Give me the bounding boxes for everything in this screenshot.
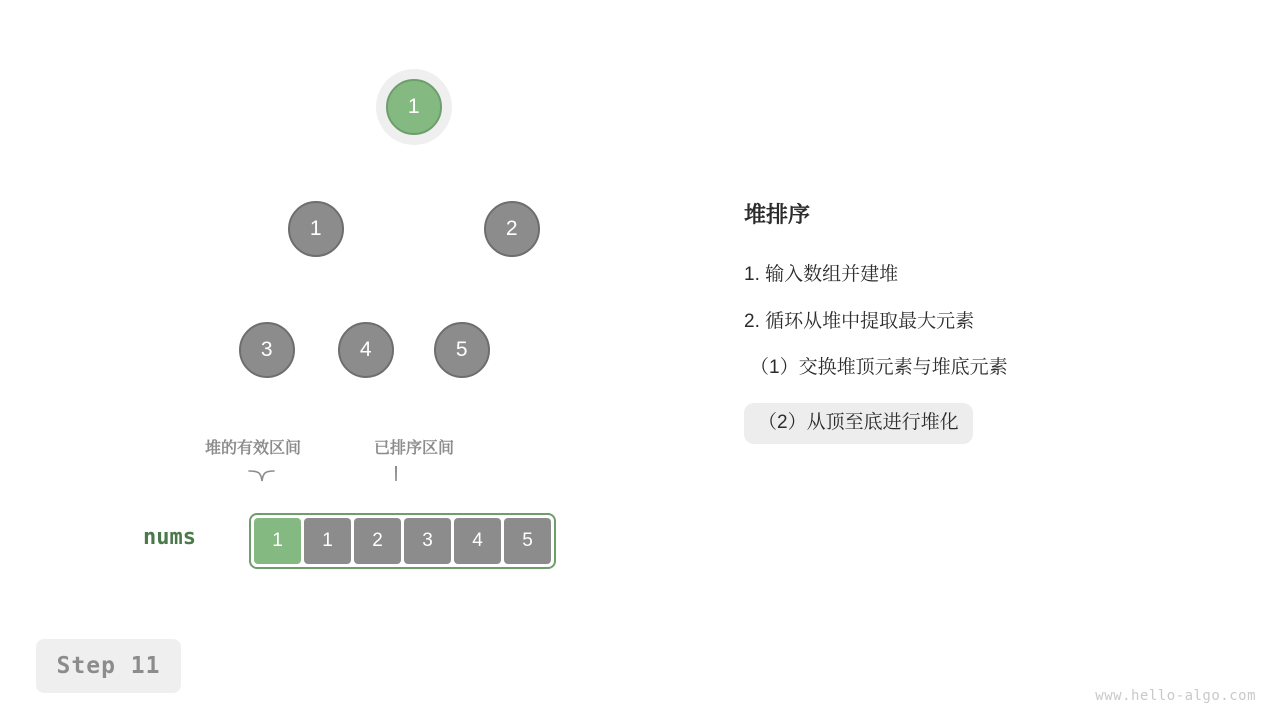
array-cell (504, 518, 551, 564)
algorithm-step-2: 2. 循环从堆中提取最大元素 (744, 310, 975, 332)
sorted-range-label: 已排序区间 (374, 440, 455, 457)
array-cell (254, 518, 301, 564)
algorithm-panel (744, 198, 1244, 466)
array-cell (454, 518, 501, 564)
array-cell-value: 1 (322, 530, 333, 551)
nums-array (249, 513, 556, 569)
array-cell (354, 518, 401, 564)
array-cell-value: 2 (372, 530, 383, 551)
algorithm-substep-1: （1）交换堆顶元素与堆底元素 (750, 357, 1008, 379)
tree-node-value: 1 (407, 95, 421, 118)
tree-node-value: 4 (359, 338, 373, 361)
array-cell-value: 4 (472, 530, 483, 551)
array-cell-value: 1 (272, 530, 283, 551)
tree-node-1 (288, 201, 344, 257)
tree-node-2 (484, 201, 540, 257)
algorithm-substep-2-wrapper (750, 403, 1244, 444)
array-cell (304, 518, 351, 564)
algorithm-substep-2-highlight: （2）从顶至底进行堆化 (744, 403, 973, 444)
heap-range-label: 堆的有效区间 (205, 440, 302, 457)
array-cell-value: 5 (522, 530, 533, 551)
tree-node-value: 1 (309, 217, 323, 240)
tree-node-5 (434, 322, 490, 378)
tree-node-4 (338, 322, 394, 378)
step-badge: Step 11 (36, 639, 181, 693)
tree-node-value: 2 (505, 217, 519, 240)
tree-node-value: 3 (260, 338, 274, 361)
tree-node-root (386, 79, 442, 135)
array-cell (404, 518, 451, 564)
tree-node-3 (239, 322, 295, 378)
tree-node-value: 5 (455, 338, 469, 361)
watermark: www.hello-algo.com (1095, 688, 1256, 704)
array-cell-value: 3 (422, 530, 433, 551)
range-braces (240, 466, 580, 498)
panel-title: 堆排序 (744, 202, 811, 227)
array-name-label: nums (143, 525, 196, 550)
algorithm-step-1: 1. 输入数组并建堆 (744, 264, 899, 285)
